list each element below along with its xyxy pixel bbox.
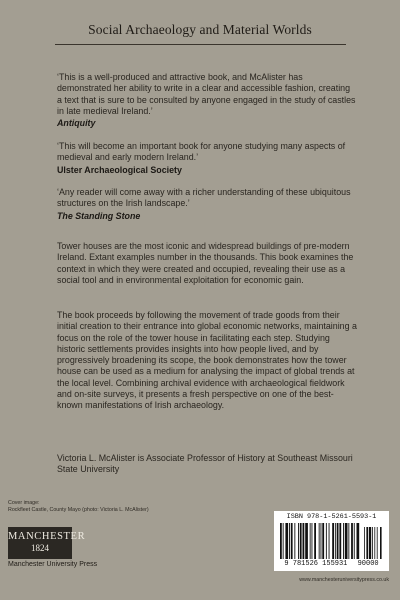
series-title: Social Archaeology and Material Worlds bbox=[88, 22, 312, 37]
barcode-bar bbox=[345, 523, 348, 559]
description-text: The book proceeds by following the movement of trade goods from their initial creation to their entrance into global economic networks, maintaining a focus on the role of the tower house in facilitating each step. Studying historic settlements provides insights into how people lived, and by progressively broadening its scope, the book demonstrates how the tower house can be used as a medium for analysing the impact of global trends at the local level. Combining archival evidence with archaeological fieldwork and on-site surveys, it presents a fresh perspective on one of the best-known manifestations of Irish archaeology. bbox=[57, 310, 357, 411]
barcode-addon: 90000 bbox=[357, 560, 379, 568]
barcode-bars bbox=[280, 523, 383, 559]
review-quote-antiquity bbox=[57, 72, 357, 129]
review-quote-text: ‘Any reader will come away with a richer understanding of these ubiquitous structures on the Irish landscape.’ bbox=[57, 187, 351, 209]
review-quote-source: Ulster Archaeological Society bbox=[57, 164, 182, 175]
description-paragraph-1 bbox=[57, 241, 357, 286]
review-quote-text: ‘This will become an important book for anyone studying many aspects of medieval and early modern Ireland.’ bbox=[57, 141, 346, 163]
author-bio-text: Victoria L. McAlister is Associate Professor of History at Southeast Missouri State University bbox=[57, 453, 353, 475]
barcode-bar bbox=[348, 523, 349, 559]
barcode-bar bbox=[332, 523, 334, 559]
barcode-addon-bar bbox=[369, 527, 371, 559]
barcode-bar bbox=[354, 523, 355, 559]
barcode-bar bbox=[298, 523, 299, 559]
barcode-addon-bar bbox=[366, 527, 368, 559]
barcode-bar bbox=[289, 523, 290, 559]
barcode-bar bbox=[283, 523, 284, 559]
barcode-bar bbox=[291, 523, 293, 559]
review-quote-source: The Standing Stone bbox=[57, 210, 141, 221]
author-bio bbox=[57, 453, 357, 476]
barcode-digits bbox=[274, 560, 389, 568]
barcode-bar bbox=[343, 523, 344, 559]
barcode-bar bbox=[339, 523, 341, 559]
barcode-bar bbox=[337, 523, 339, 559]
barcode-bar bbox=[329, 523, 330, 559]
publisher-logo bbox=[8, 527, 86, 559]
isbn-text: ISBN 978-1-5261-5593-1 bbox=[286, 513, 377, 521]
barcode-addon-bar bbox=[380, 527, 382, 559]
cover-credit-label: Cover image: bbox=[8, 500, 40, 506]
barcode-bar bbox=[319, 523, 320, 559]
barcode-bar bbox=[305, 523, 308, 559]
barcode-bar bbox=[294, 523, 295, 559]
barcode-bar bbox=[303, 523, 305, 559]
barcode-addon-bar bbox=[372, 527, 373, 559]
publisher-website: www.manchesteruniversitypress.co.uk bbox=[299, 577, 389, 583]
cover-image-credit bbox=[8, 500, 188, 514]
review-quote-text: ‘This is a well-produced and attractive book, and McAlister has demonstrated her ability to write in a clear and accessible fashion, creating a text that is sure to be consulted by anyone engaged in the study of castles in late medieval Ireland.’ bbox=[57, 72, 356, 116]
barcode-bar bbox=[322, 523, 324, 559]
barcode-bar bbox=[357, 523, 360, 559]
title-divider bbox=[55, 44, 346, 45]
barcode-bar bbox=[300, 523, 302, 559]
publisher-logo-name: MANCHESTER bbox=[8, 531, 86, 542]
barcode-bar bbox=[280, 523, 282, 559]
barcode-bar bbox=[351, 523, 353, 559]
publisher-name: Manchester University Press bbox=[8, 561, 98, 568]
publisher-logo-year: 1824 bbox=[31, 543, 49, 553]
isbn-barcode bbox=[274, 511, 389, 571]
barcode-bar bbox=[312, 523, 313, 559]
barcode-addon-bar bbox=[374, 527, 375, 559]
barcode-addon-bar bbox=[377, 527, 378, 559]
review-quote-standing-stone bbox=[57, 187, 357, 222]
review-quote-ulster bbox=[57, 141, 357, 176]
description-text: Tower houses are the most iconic and widespread buildings of pre-modern Ireland. Extant examples number in the thousands. This book examines the context in which they were created and occupied, revealing their use as a social tool and in environmental exploitation for economic gain. bbox=[57, 241, 354, 285]
barcode-bar bbox=[326, 523, 327, 559]
barcode-addon-bar bbox=[364, 527, 365, 559]
description-paragraph-2 bbox=[57, 310, 357, 412]
review-quote-source: Antiquity bbox=[57, 118, 96, 129]
barcode-bar bbox=[314, 523, 316, 559]
barcode-bar bbox=[285, 523, 288, 559]
barcode-bar bbox=[335, 523, 336, 559]
barcode-bar bbox=[321, 523, 322, 559]
barcode-bar bbox=[310, 523, 311, 559]
cover-credit-text: Rockfleet Castle, County Mayo (photo: Victoria L. McAlister) bbox=[8, 507, 149, 513]
barcode-number: 9 781526 155931 bbox=[284, 560, 348, 568]
